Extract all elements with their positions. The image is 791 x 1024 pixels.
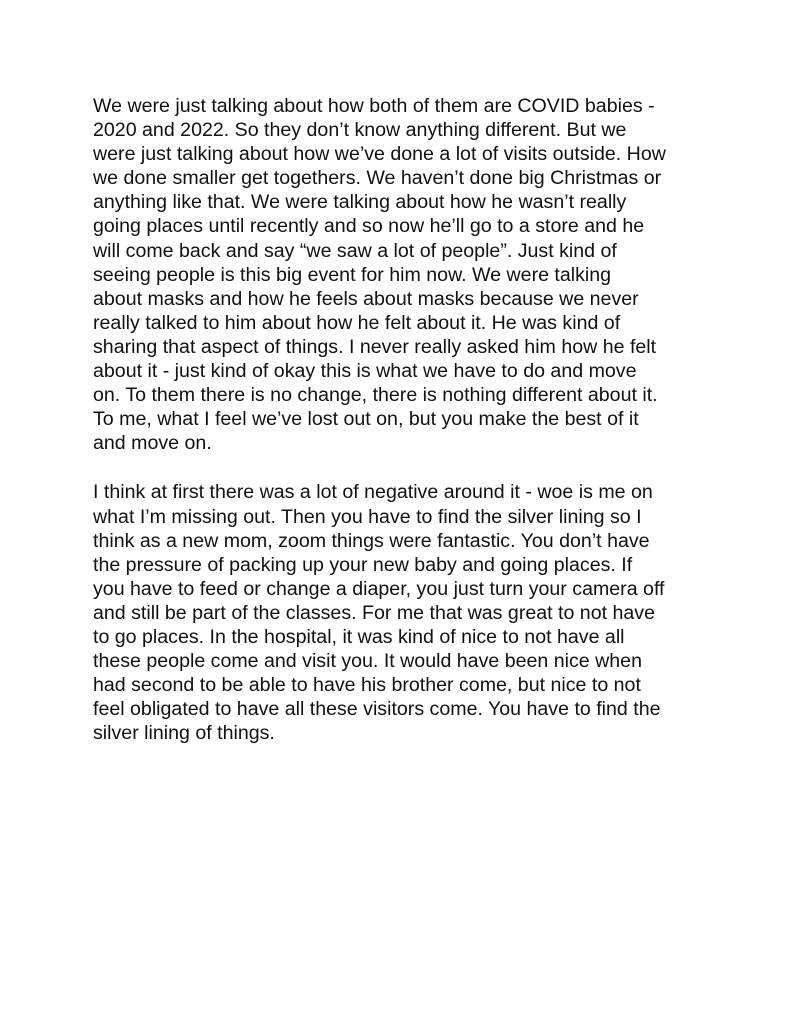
text-line: To me, what I feel we’ve lost out on, but you make the best of it	[93, 408, 639, 431]
text-line: I think at first there was a lot of negative around it - woe is me on	[93, 481, 653, 504]
text-line: sharing that aspect of things. I never really asked him how he felt	[93, 335, 657, 358]
text-line: about it - just kind of okay this is what we have to do and move	[93, 360, 637, 383]
document-body	[93, 94, 733, 745]
text-line: were just talking about how we’ve done a lot of visits outside. How	[93, 143, 666, 166]
text-line: about masks and how he feels about masks because we never	[93, 287, 639, 310]
text-line: on. To them there is no change, there is nothing different about it.	[93, 384, 658, 407]
text-line: had second to be able to have his brother come, but nice to not	[93, 674, 641, 697]
text-line: will come back and say “we saw a lot of people”. Just kind of	[93, 239, 617, 262]
text-line: anything like that. We were talking about how he wasn’t really	[93, 191, 627, 214]
text-line: to go places. In the hospital, it was kind of nice to not have all	[93, 625, 625, 648]
text-line: the pressure of packing up your new baby and going places. If	[93, 553, 633, 576]
text-line: we done smaller get togethers. We haven’t done big Christmas or	[93, 167, 662, 190]
text-line: these people come and visit you. It would have been nice when	[93, 650, 642, 673]
text-line: seeing people is this big event for him now. We were talking	[93, 263, 612, 286]
text-line: think as a new mom, zoom things were fantastic. You don’t have	[93, 529, 650, 552]
paragraph-2	[93, 480, 733, 745]
text-line: and move on.	[93, 432, 212, 455]
text-line: silver lining of things.	[93, 722, 275, 745]
text-line: going places until recently and so now he’ll go to a store and he	[93, 215, 645, 238]
text-line: 2020 and 2022. So they don’t know anything different. But we	[93, 119, 627, 142]
text-line: We were just talking about how both of them are COVID babies -	[93, 95, 655, 117]
text-line: and still be part of the classes. For me that was great to not have	[93, 601, 655, 624]
text-line: feel obligated to have all these visitors come. You have to find the	[93, 698, 661, 721]
text-line: what I’m missing out. Then you have to find the silver lining so I	[93, 505, 642, 528]
text-line: you have to feed or change a diaper, you just turn your camera off	[93, 577, 665, 600]
text-line: really talked to him about how he felt about it. He was kind of	[93, 311, 621, 334]
paragraph-1	[93, 94, 733, 455]
